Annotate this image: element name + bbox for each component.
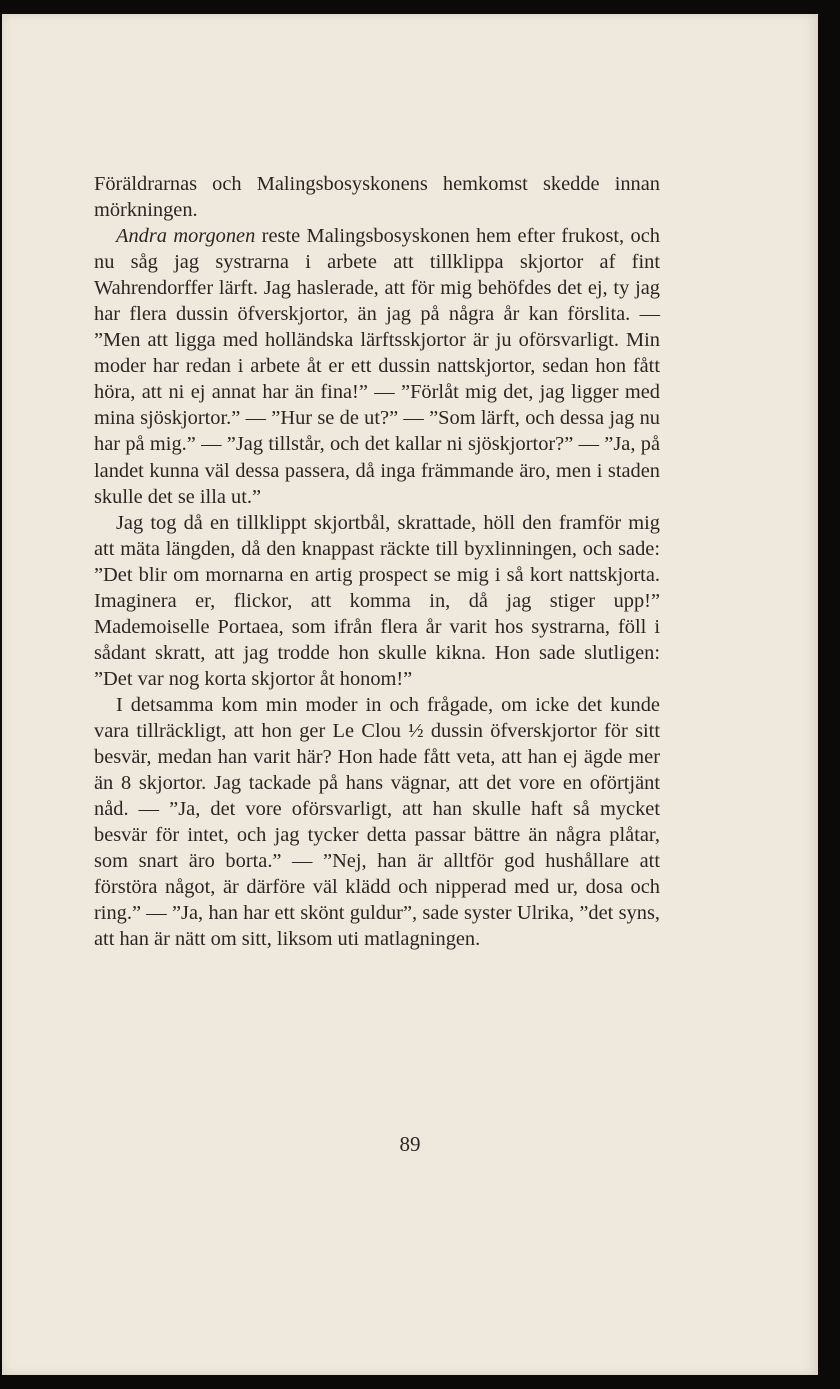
paragraph-3-text: Jag tog då en tillklippt skjortbål, skrattade, höll den framför mig att mäta längden, då den knappast räckte till byxlinningen, och sade: ”Det blir om mornarna en artig prospect se mig i så kort nattskjorta. Imaginera er, flickor, att komma in, då jag stiger upp!” Mademoiselle Portaea, som ifrån flera år varit hos systrarna, föll i sådant skratt, att jag trodde hon skulle kikna. Hon sade slutligen: ”Det var nog korta skjortor åt honom!” [94,511,660,690]
page-number: 89 [399,1132,421,1156]
paragraph-2-text: reste Malingsbosyskonen hem efter frukost, och nu såg jag systrarna i arbete att tillklippa skjortor af fint Wahrendorffer lärft. Jag haslerade, att för mig behöfdes det ej, ty jag har flera dussin öfverskjortor, än jag på några år kan förslita. — ”Men att ligga med holländska lärftsskjortor är ju oförsvarligt. Min moder har redan i arbete åt er ett dussin nattskjortor, sedan hon fått höra, att ni ej annat har än fina!” — ”Förlåt mig det, jag ligger med mina sjöskjortor.” — ”Hur se de ut?” — ”Som lärft, och dessa jag nu har på mig.” — ”Jag tillstår, och det kallar ni sjöskjortor?” — ”Ja, på landet kunna väl dessa passera, då inga främmande äro, men i staden skulle det se illa ut.” [94,225,660,508]
paragraph-2-italic-lead: Andra morgonen [116,225,256,248]
paragraph-4 [94,692,660,952]
paragraph-1-text: Föräldrarnas och Malingsbosyskonens hemkomst skedde innan mörkningen. [94,173,660,222]
book-page [2,14,818,1375]
paragraph-3 [94,510,660,692]
paragraph-1 [94,171,660,223]
body-text [94,171,660,952]
paragraph-2 [94,223,660,510]
paragraph-4-text: I detsamma kom min moder in och frågade, om icke det kunde vara tillräckligt, att hon ger Le Clou ½ dussin öfverskjortor för sitt besvär, medan han varit här? Hon hade fått veta, att han ej ägde mer än 8 skjortor. Jag tackade på hans vägnar, att det vore en oförtjänt nåd. — ”Ja, det vore oförsvarligt, att han skulle haft så mycket besvär för intet, och jag tycker detta passar bättre än några plåtar, som snart äro borta.” — ”Nej, han är alltför god hushållare att förstöra något, är därföre väl klädd och nipperad med ur, dosa och ring.” — ”Ja, han har ett skönt guldur”, sade syster Ulrika, ”det syns, att han är nätt om sitt, liksom uti matlagningen. [94,693,660,951]
